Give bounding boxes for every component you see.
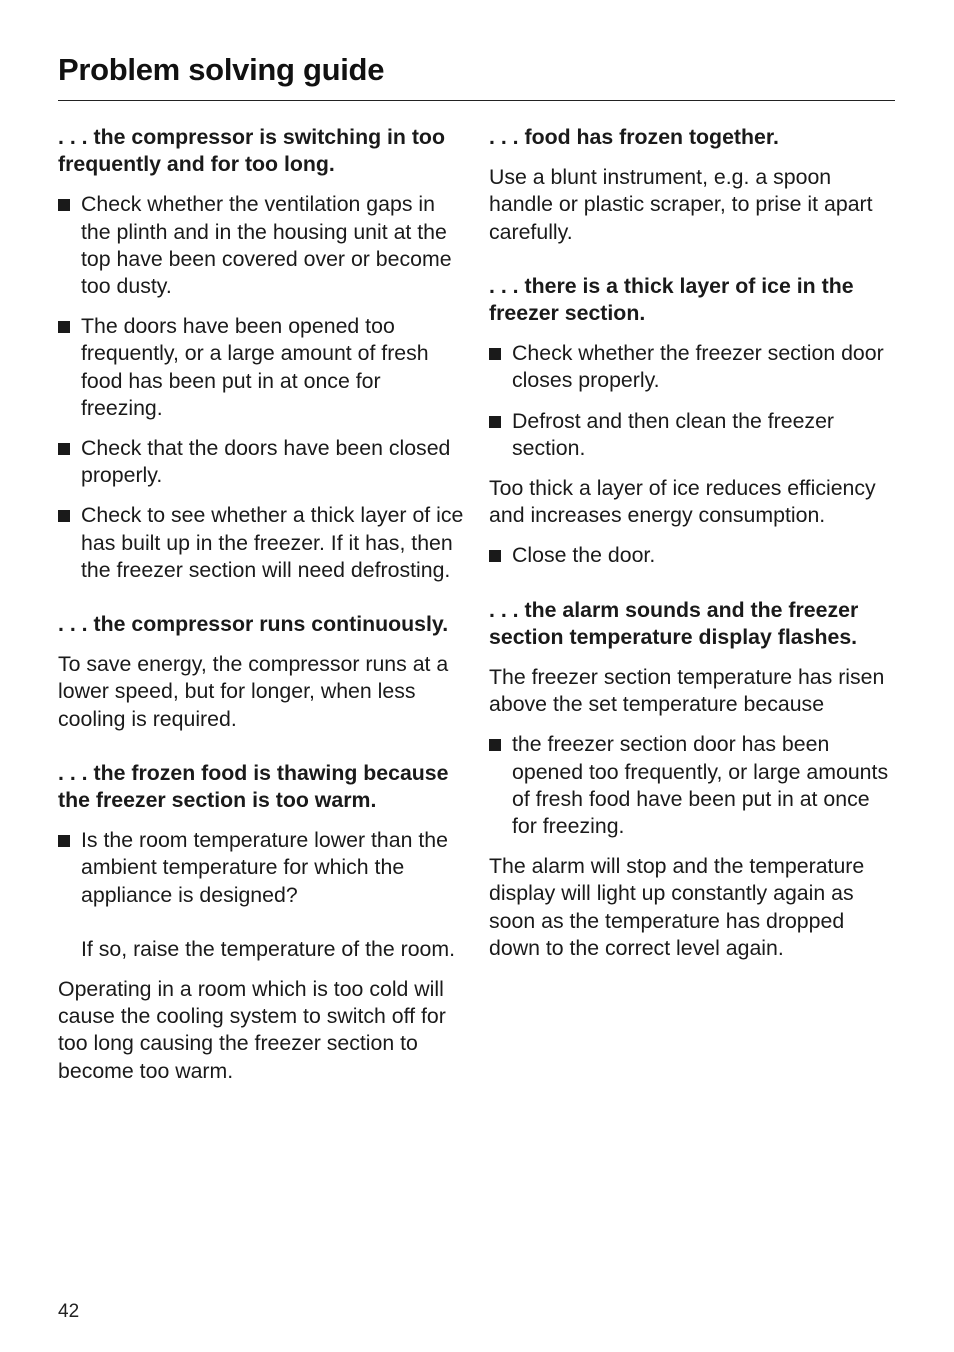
section-heading: . . . the compressor is switching in too frequently and for too long. [58,125,445,177]
square-bullet-icon [58,443,70,455]
page-title: Problem solving guide [58,52,385,87]
bullet-text: Is the room temperature lower than the ambient temperature for which the appliance is designed? [81,828,448,907]
square-bullet-icon [489,348,501,360]
square-bullet-icon [489,416,501,428]
bullet-text: Check to see whether a thick layer of ice has built up in the freezer. If it has, then the freezer section will need defrosting. [81,503,464,582]
page-number: 42 [58,1301,80,1322]
square-bullet-icon [58,510,70,522]
left-column [58,124,468,1098]
bullet-item [58,191,468,300]
bullet-item [489,408,899,462]
bullet-continuation [58,936,468,963]
paragraph: Too thick a layer of ice reduces efficiency and increases energy consumption. [489,476,876,528]
paragraph: To save energy, the compressor runs at a lower speed, but for longer, when less cooling is required. [58,652,449,731]
square-bullet-icon [58,199,70,211]
bullet-text: Defrost and then clean the freezer section. [512,408,835,460]
bullet-item [489,731,899,840]
bullet-text: Close the door. [512,543,656,568]
paragraph: The freezer section temperature has risen above the set temperature because [489,665,885,717]
section-heading: . . . food has frozen together. [489,125,779,149]
paragraph: The alarm will stop and the temperature display will light up constantly again as soon as the temperature has dropped down to the correct level again. [489,854,865,960]
paragraph: Use a blunt instrument, e.g. a spoon handle or plastic scraper, to prise it apart carefully. [489,165,873,244]
right-column [489,124,899,975]
square-bullet-icon [489,739,501,751]
bullet-item [58,502,468,584]
square-bullet-icon [58,321,70,333]
bullet-text: If so, raise the temperature of the room. [81,936,456,961]
bullet-text: Check whether the ventilation gaps in the plinth and in the housing unit at the top have been covered over or become too dusty. [81,192,452,299]
paragraph: Operating in a room which is too cold will cause the cooling system to switch off for too long causing the freezer section to become too warm. [58,977,446,1083]
bullet-item [58,313,468,422]
section-heading: . . . the alarm sounds and the freezer section temperature display flashes. [489,597,859,649]
bullet-text: The doors have been opened too frequently, or a large amount of fresh food has been put in at once for freezing. [81,314,429,420]
square-bullet-icon [489,550,501,562]
bullet-text: the freezer section door has been opened too frequently, or large amounts of fresh food have been put in at once for freezing. [512,732,889,839]
section-heading: . . . there is a thick layer of ice in the freezer section. [489,273,854,326]
bullet-item [58,827,468,909]
section-heading: . . . the frozen food is thawing because the freezer section is too warm. [58,760,449,813]
bullet-item [489,340,899,394]
bullet-item [58,435,468,489]
bullet-item [489,542,899,569]
title-rule [58,100,895,101]
section-heading: . . . the compressor runs continuously. [58,612,449,637]
bullet-text: Check that the doors have been closed properly. [81,436,451,488]
bullet-text: Check whether the freezer section door closes properly. [512,341,884,393]
square-bullet-icon [58,835,70,847]
